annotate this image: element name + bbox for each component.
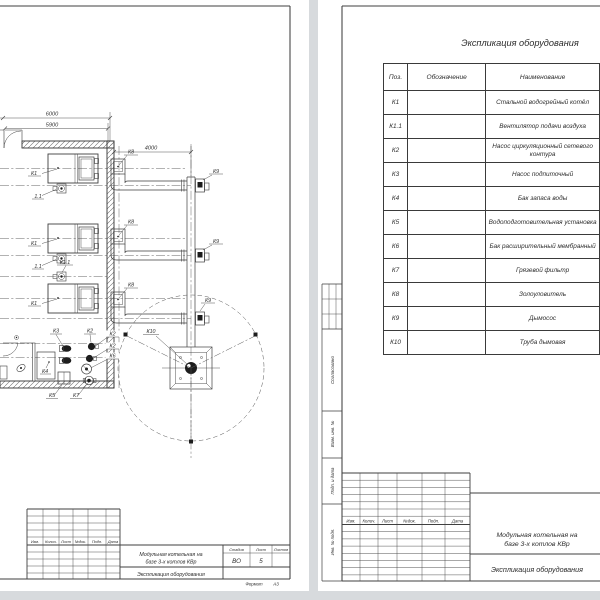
- rev-header-ndok: №док.: [74, 539, 87, 544]
- stage-value: ВО: [232, 558, 241, 565]
- rev-header-podp: Подп.: [427, 518, 440, 524]
- label-wall-k2: К2: [109, 331, 116, 338]
- label-ash-catcher-k8: К8: [127, 149, 135, 156]
- dim-5900: 5900: [45, 122, 59, 129]
- cell-pos: К4: [384, 187, 408, 211]
- table-row: [384, 211, 600, 235]
- project-title-line2: базе 3-х котлов КВр: [504, 541, 570, 548]
- label-filter-k7: К7: [72, 393, 80, 399]
- cell-name: Золоуловитель: [486, 283, 600, 307]
- cell-designation: [408, 139, 486, 163]
- side-label-podp-data: Подп. и дата: [330, 467, 335, 495]
- format-value: А3: [273, 581, 279, 587]
- label-tank-k4: К4: [41, 369, 49, 375]
- sheets-label: Листов: [273, 547, 289, 552]
- sheet-frame: [0, 6, 290, 579]
- rev-header-data: Дата: [107, 539, 119, 544]
- door-top-left: [4, 131, 21, 148]
- cell-pos: К7: [384, 259, 408, 283]
- title-block: [27, 509, 290, 587]
- table-row: [384, 187, 600, 211]
- cell-pos: К1.1: [384, 115, 408, 139]
- cell-designation: [408, 283, 486, 307]
- cell-name: Бак расширительный мембранный: [486, 235, 600, 259]
- project-title-line1: Модульная котельная на: [496, 532, 578, 539]
- cell-name: Вентилятор подачи воздуха: [486, 115, 600, 139]
- label-fan-3: К1.1: [59, 260, 71, 266]
- cell-designation: [408, 115, 486, 139]
- rev-header-kolich: Колич.: [362, 518, 376, 524]
- table-row: [384, 91, 600, 115]
- cell-pos: К6: [384, 235, 408, 259]
- table-row: [384, 283, 600, 307]
- door-bottom-left: [3, 336, 19, 357]
- rev-header-izm: Изм.: [30, 539, 40, 544]
- doc-title: Экспликация оборудования: [137, 572, 205, 578]
- label-wt-unit-k5: К5: [48, 393, 56, 399]
- table-row: [384, 259, 600, 283]
- cell-name: Насос циркуляционный сетевого контура: [486, 139, 600, 163]
- cell-name: Водоподготовительная установка: [486, 211, 600, 235]
- label-smoke-exhauster-k9: К9: [212, 169, 220, 175]
- equipment-table: [383, 63, 600, 355]
- cell-name: Насос подпиточный: [486, 163, 600, 187]
- cell-name: Стальной водогрейный котёл: [486, 91, 600, 115]
- table-row: [384, 139, 600, 163]
- cell-name: Грязевой фильтр: [486, 259, 600, 283]
- label-pump-k3: К3: [52, 328, 60, 335]
- cell-pos: К5: [384, 211, 408, 235]
- cell-designation: [408, 163, 486, 187]
- cell-designation: [408, 235, 486, 259]
- cell-designation: [408, 259, 486, 283]
- cell-designation: [408, 307, 486, 331]
- label-wall-k2b: К2: [109, 343, 116, 350]
- table-row: [384, 307, 600, 331]
- specification-title: Экспликация оборудования: [461, 38, 579, 48]
- project-title-line2: базе 3-х котлов КВр: [145, 559, 197, 566]
- dim-4000: 4000: [144, 145, 158, 152]
- label-ash-catcher-k8: К8: [127, 282, 135, 289]
- cell-name: Дымосос: [486, 307, 600, 331]
- rev-header-list: Лист: [60, 539, 72, 544]
- cell-designation: [408, 331, 486, 355]
- table-header-row: [384, 64, 600, 91]
- label-chimney-k10: К10: [146, 329, 156, 335]
- sheet-number: 5: [259, 558, 263, 565]
- doc-title: Экспликация оборудования: [491, 565, 583, 574]
- label-fan-2: 1.1: [34, 264, 42, 270]
- label-boiler-k1: К1: [30, 171, 38, 177]
- cell-pos: К1: [384, 91, 408, 115]
- cell-designation: [408, 187, 486, 211]
- title-block: [342, 473, 600, 581]
- cell-pos: К9: [384, 307, 408, 331]
- drawing-sheet-specification: [318, 0, 600, 591]
- cell-name: Труба дымовая: [486, 331, 600, 355]
- rev-header-data: Дата: [451, 518, 464, 524]
- cell-name: Бак запаса воды: [486, 187, 600, 211]
- col-header-designation: Обозначение: [408, 64, 486, 91]
- col-header-name: Наименование: [486, 64, 600, 91]
- project-title-line1: Модульная котельная на: [139, 552, 203, 558]
- sheet-label: Лист: [255, 547, 267, 552]
- cell-pos: К3: [384, 163, 408, 187]
- dim-6000: 6000: [45, 111, 59, 118]
- rev-header-kolich: Колич.: [45, 539, 57, 544]
- label-boiler-k1: К1: [30, 301, 38, 307]
- rev-header-list: Лист: [381, 518, 394, 524]
- table-row: [384, 115, 600, 139]
- cell-pos: К2: [384, 139, 408, 163]
- rev-header-izm: Изм.: [346, 518, 356, 524]
- label-pump-k2: К2: [86, 328, 94, 335]
- fan-3: [53, 260, 73, 281]
- table-row: [384, 331, 600, 355]
- table-row: [384, 163, 600, 187]
- label-smoke-exhauster-k9: К9: [204, 298, 212, 304]
- side-label-vzam-inv: Взам. инв. №: [330, 420, 335, 448]
- rev-header-podp: Подп.: [91, 539, 103, 544]
- label-ash-catcher-k8: К8: [127, 219, 135, 226]
- stage-label: Стадия: [229, 547, 244, 552]
- table-row: [384, 235, 600, 259]
- fan-1: [32, 184, 66, 200]
- col-header-pos: Поз.: [384, 64, 408, 91]
- format-label: Формат: [245, 581, 263, 587]
- side-label-agreed: Согласовано: [330, 355, 335, 385]
- label-wall-k6: К6: [109, 353, 116, 360]
- cell-pos: К10: [384, 331, 408, 355]
- rev-header-ndok: №док.: [403, 518, 416, 524]
- side-label-inv-podl: Инв. № подл.: [330, 528, 335, 556]
- side-column: [322, 284, 342, 581]
- cell-designation: [408, 91, 486, 115]
- label-fan-1: 1.1: [34, 194, 42, 200]
- label-smoke-exhauster-k9: К9: [212, 239, 220, 245]
- label-boiler-k1: К1: [30, 241, 38, 247]
- cell-designation: [408, 211, 486, 235]
- cell-pos: К8: [384, 283, 408, 307]
